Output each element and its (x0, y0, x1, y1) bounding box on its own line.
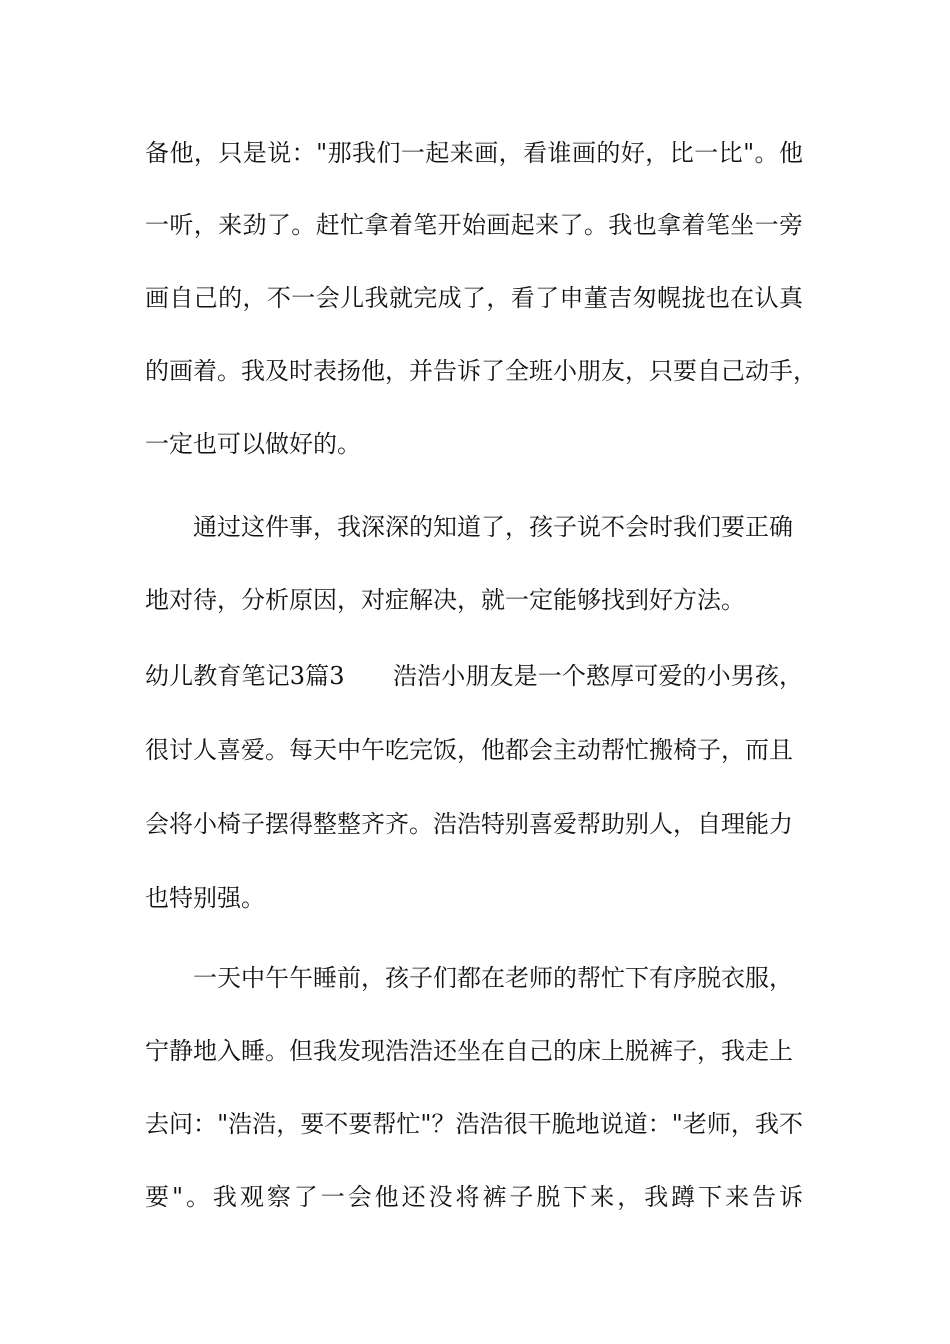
text-line: 宁静地入睡。但我发现浩浩还坐在自己的床上脱裤子，我走上 (145, 1037, 793, 1065)
text-line: 会将小椅子摆得整整齐齐。浩浩特别喜爱帮助别人，自理能力 (145, 810, 793, 838)
text-line: 很讨人喜爱。每天中午吃完饭，他都会主动帮忙搬椅子，而且 (145, 736, 793, 764)
section-heading-line: 幼儿教育笔记3篇3 浩浩小朋友是一个憨厚可爱的小男孩， (145, 662, 803, 690)
text-line: 一定也可以做好的。 (145, 430, 361, 458)
text-line: 去问："浩浩，要不要帮忙"？浩浩很干脆地说道："老师，我不 (145, 1110, 803, 1138)
text-line: 也特别强。 (145, 884, 265, 912)
text-line: 地对待，分析原因，对症解决，就一定能够找到好方法。 (145, 586, 745, 614)
text-line: 一听，来劲了。赶忙拿着笔开始画起来了。我也拿着笔坐一旁 (145, 211, 803, 239)
paragraph-first-line: 通过这件事，我深深的知道了，孩子说不会时我们要正确 (193, 513, 793, 541)
paragraph-first-line: 一天中午午睡前，孩子们都在老师的帮忙下有序脱衣服， (193, 964, 793, 992)
text-line: 画自己的，不一会儿我就完成了，看了申董吉匆幌拢也在认真 (145, 284, 803, 312)
text-line: 要"。我观察了一会他还没将裤子脱下来，我蹲下来告诉 (145, 1183, 803, 1211)
text-line: 备他，只是说："那我们一起来画，看谁画的好，比一比"。他 (145, 139, 803, 167)
text-line: 的画着。我及时表扬他，并告诉了全班小朋友，只要自己动手， (145, 357, 817, 385)
